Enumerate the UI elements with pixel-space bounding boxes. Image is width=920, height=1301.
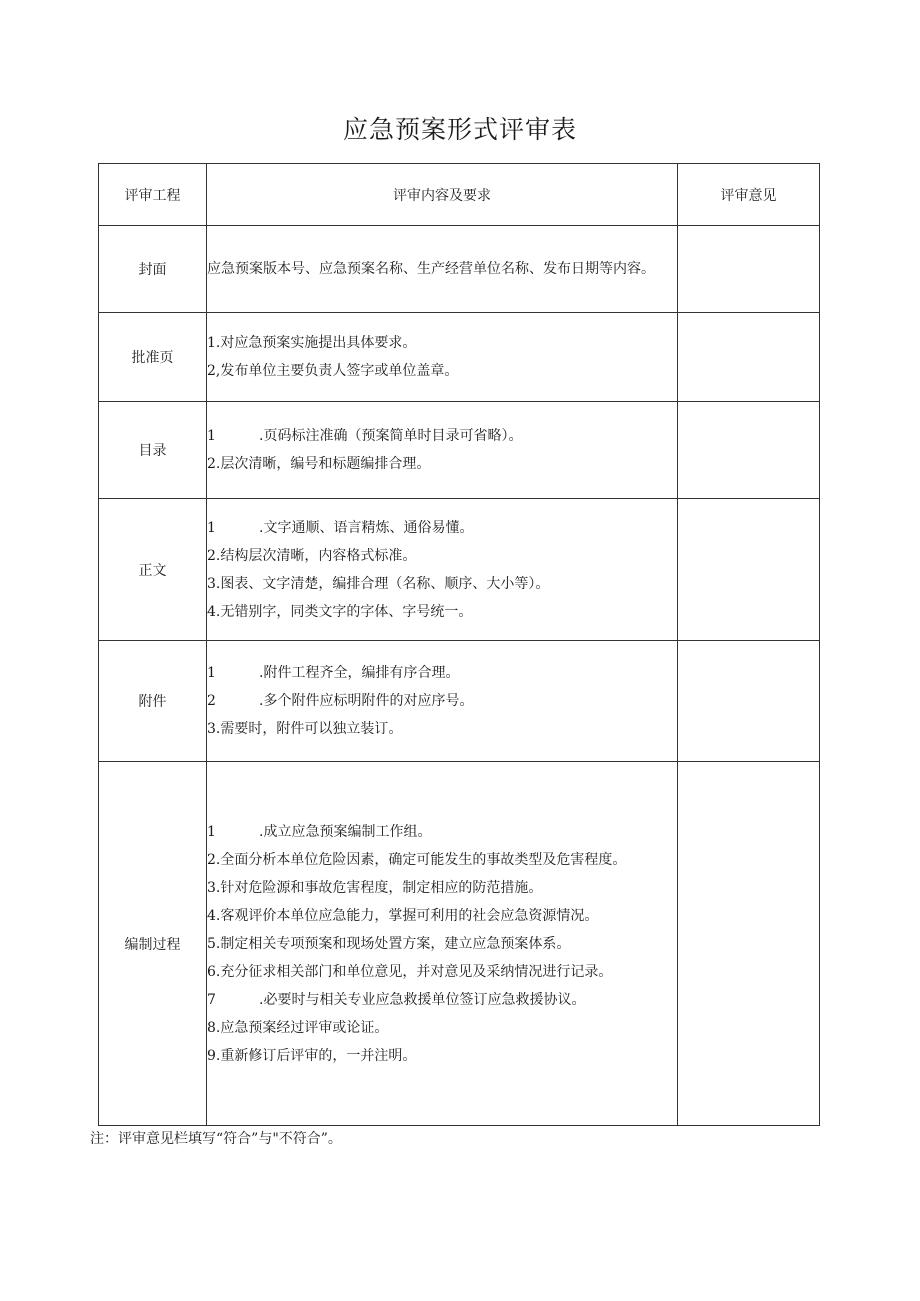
- table-row-cover: [99, 226, 820, 313]
- line-number: 2: [207, 693, 216, 709]
- row-item-process: 编制过程: [99, 762, 207, 1126]
- row-item-approval: 批准页: [99, 313, 207, 402]
- table-row-body: [99, 499, 820, 641]
- opinion-cell-toc[interactable]: [678, 402, 820, 499]
- row-content-attachment: [207, 641, 678, 762]
- content-line: 3.需要时，附件可以独立装订。: [207, 721, 403, 737]
- content-line: 4.客观评价本单位应急能力，掌握可利用的社会应急资源情况。: [207, 907, 599, 924]
- line-number: 1: [207, 823, 216, 840]
- review-table: [98, 163, 820, 1126]
- opinion-cell-process[interactable]: [678, 762, 820, 1126]
- line-number: 7: [207, 991, 216, 1008]
- content-line: 1 .附件工程齐全，编排有序合理。: [207, 659, 677, 687]
- table-row-attachment: [99, 641, 820, 762]
- opinion-cell-attachment[interactable]: [678, 641, 820, 762]
- content-line: 1 .成立应急预案编制工作组。: [207, 818, 677, 846]
- opinion-cell-cover[interactable]: [678, 226, 820, 313]
- content-line: 3.针对危险源和事故危害程度，制定相应的防范措施。: [207, 879, 543, 896]
- line-number: 1: [207, 519, 216, 536]
- content-line: 2 .多个附件应标明附件的对应序号。: [207, 687, 677, 715]
- content-line: 6.充分征求相关部门和单位意见，并对意见及采纳情况进行记录。: [207, 963, 613, 980]
- content-line: 7 .必要时与相关专业应急救援单位签订应急救援协议。: [207, 986, 677, 1014]
- content-line: 2.结构层次清晰，内容格式标准。: [207, 547, 417, 564]
- header-content: 评审内容及要求: [207, 164, 678, 226]
- footnote: 注：评审意见栏填写“符合”与"不符合”。: [90, 1131, 342, 1147]
- content-line: 2.全面分析本单位危险因素，确定可能发生的事故类型及危害程度。: [207, 851, 627, 868]
- content-line: 应急预案版本号、应急预案名称、生产经营单位名称、发布日期等内容。: [207, 261, 655, 277]
- row-content-cover: [207, 226, 678, 313]
- row-content-toc: [207, 402, 678, 499]
- header-opinion: 评审意见: [678, 164, 820, 226]
- page-title: 应急预案形式评审表: [342, 115, 577, 144]
- row-item-cover: 封面: [99, 226, 207, 313]
- row-content-body: [207, 499, 678, 641]
- line-number: 1: [207, 665, 216, 681]
- content-line: 4.无错别字，同类文字的字体、字号统一。: [207, 603, 473, 620]
- row-item-attachment: 附件: [99, 641, 207, 762]
- row-item-toc: 目录: [99, 402, 207, 499]
- opinion-cell-body[interactable]: [678, 499, 820, 641]
- content-line: 1 .文字通顺、语言精炼、通俗易懂。: [207, 514, 677, 542]
- content-line: 2.层次清晰，编号和标题编排合理。: [207, 456, 431, 472]
- content-line: 5.制定相关专项预案和现场处置方案，建立应急预案体系。: [207, 935, 571, 952]
- content-line: 8.应急预案经过评审或论证。: [207, 1019, 389, 1036]
- line-number: 1: [207, 428, 216, 444]
- table-row-toc: [99, 402, 820, 499]
- content-line: 1 .页码标注准确（预案简单时目录可省略）。: [207, 422, 677, 450]
- header-item: 评审工程: [99, 164, 207, 226]
- opinion-cell-approval[interactable]: [678, 313, 820, 402]
- row-content-approval: [207, 313, 678, 402]
- table-row-approval: [99, 313, 820, 402]
- row-content-process: [207, 762, 678, 1126]
- content-line: 9.重新修订后评审的，一并注明。: [207, 1047, 417, 1064]
- row-item-body: 正文: [99, 499, 207, 641]
- content-line: 1.对应急预案实施提出具体要求。: [207, 335, 417, 351]
- table-header-row: [99, 164, 820, 226]
- content-line: 2,发布单位主要负责人签字或单位盖章。: [207, 363, 459, 379]
- content-line: 3.图表、文字清楚，编排合理（名称、顺序、大小等）。: [207, 575, 550, 592]
- table-row-process: [99, 762, 820, 1126]
